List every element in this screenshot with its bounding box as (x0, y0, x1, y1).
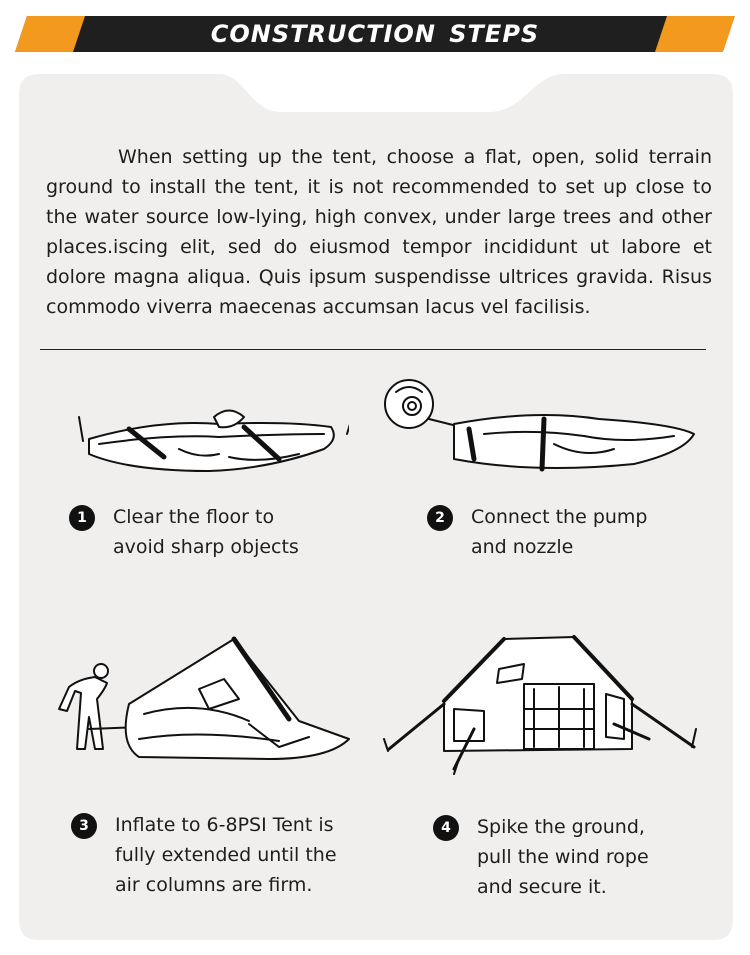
step-3 (71, 810, 337, 900)
step-number-badge: 4 (433, 815, 459, 841)
step-description: Clear the floor to avoid sharp objects (113, 506, 299, 558)
standing-tent-illustration (374, 629, 704, 789)
step-1 (69, 502, 299, 562)
inflating-tent-illustration (49, 629, 359, 779)
step-description: Connect the pump and nozzle (471, 506, 648, 558)
intro-paragraph: When setting up the tent, choose a flat, open, solid terrain ground to install the tent, it is not recommended to set up close to the water source low-lying, high convex, under large trees and other places.iscing elit, sed do eiusmod tempor incididunt ut labore et dolore magna aliqua. Quis ipsum suspendisse ultrices gravida. Risus commodo viverra maecenas accumsan lacus vel facilisis. (46, 146, 712, 318)
step-number-badge: 2 (427, 505, 453, 531)
pump-nozzle-illustration (384, 374, 704, 484)
step-4 (433, 812, 649, 902)
step-description: Spike the ground, pull the wind rope and secure it. (477, 816, 649, 898)
deflated-tent-illustration (69, 399, 349, 489)
step-number-badge: 1 (69, 505, 95, 531)
step-description: Inflate to 6-8PSI Tent is fully extended until the air columns are firm. (115, 814, 337, 896)
step-2 (427, 502, 648, 562)
section-banner (15, 16, 735, 52)
section-divider (40, 349, 706, 350)
step-number-badge: 3 (71, 813, 97, 839)
content-panel (19, 74, 733, 940)
banner-title: CONSTRUCTION STEPS (210, 20, 540, 48)
